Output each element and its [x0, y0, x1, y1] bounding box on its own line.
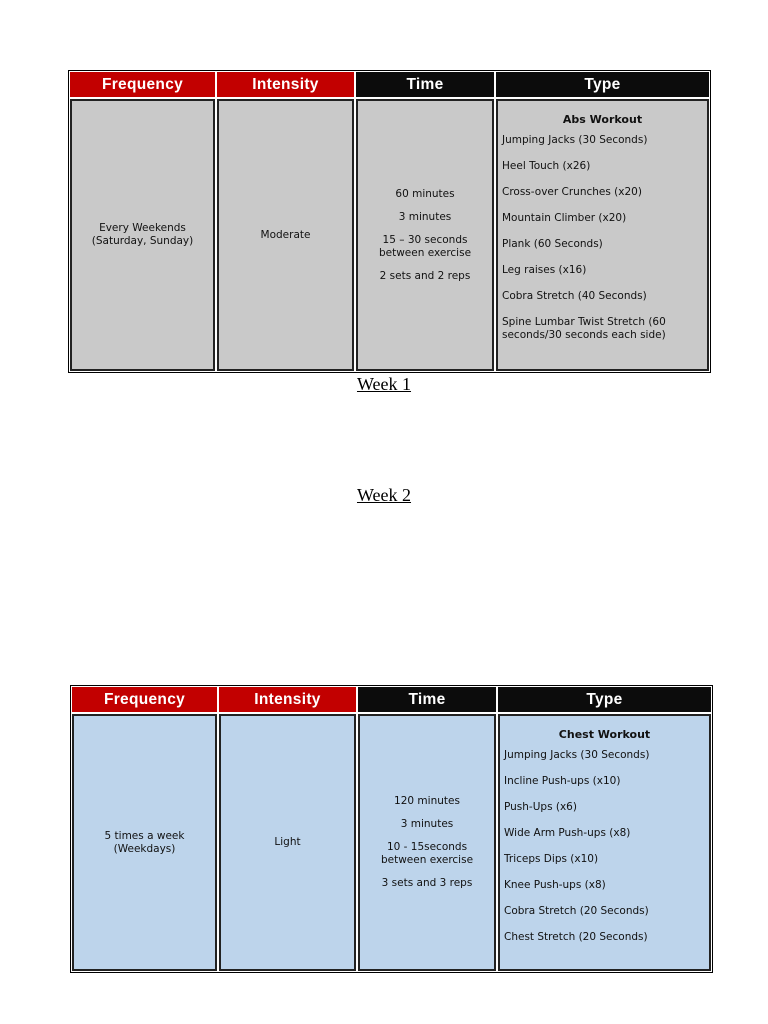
header-time: Time — [358, 687, 496, 712]
time-line: 15 – 30 seconds between exercise — [378, 233, 472, 259]
type-cell — [496, 99, 709, 371]
header-intensity: Intensity — [217, 72, 354, 97]
header-time: Time — [356, 72, 494, 97]
time-line: 120 minutes — [394, 795, 460, 807]
time-line: 2 sets and 2 reps — [379, 269, 471, 282]
week1-workout-table — [68, 70, 711, 373]
frequency-cell — [70, 99, 215, 371]
time-cell — [358, 714, 496, 971]
workout-title: Abs Workout — [562, 113, 643, 126]
exercise-item: Push-Ups (x6) — [504, 801, 577, 813]
intensity-cell — [219, 714, 356, 971]
exercise-item: Plank (60 Seconds) — [502, 238, 603, 250]
exercise-item: Cobra Stretch (40 Seconds) — [502, 290, 647, 302]
type-cell — [498, 714, 711, 971]
exercise-item: Mountain Climber (x20) — [502, 212, 627, 224]
time-line: 10 - 15seconds between exercise — [380, 841, 474, 866]
frequency-cell — [72, 714, 217, 971]
week2-workout-table — [70, 685, 713, 973]
exercise-item: Incline Push-ups (x10) — [504, 775, 621, 787]
time-line: 3 minutes — [398, 210, 452, 223]
intensity-cell — [217, 99, 354, 371]
week1-caption: Week 1 — [356, 374, 412, 394]
frequency-line: Every Weekends — [99, 222, 186, 234]
time-line: 3 sets and 3 reps — [381, 877, 473, 889]
exercise-item: Jumping Jacks (30 Seconds) — [504, 749, 650, 761]
exercise-item: Knee Push-ups (x8) — [504, 879, 606, 891]
exercise-item: Cross-over Crunches (x20) — [502, 186, 642, 198]
exercise-item: Spine Lumbar Twist Stretch (60 seconds/30 seconds each side) — [502, 316, 666, 341]
header-type: Type — [498, 687, 711, 712]
time-line: 60 minutes — [395, 187, 455, 200]
intensity-value: Light — [274, 836, 301, 848]
exercise-item: Cobra Stretch (20 Seconds) — [504, 905, 649, 917]
exercise-item: Chest Stretch (20 Seconds) — [504, 931, 648, 943]
exercise-item: Triceps Dips (x10) — [504, 853, 599, 865]
header-frequency: Frequency — [72, 687, 217, 712]
week2-caption: Week 2 — [356, 485, 412, 505]
exercise-item: Leg raises (x16) — [502, 264, 587, 276]
time-cell — [356, 99, 494, 371]
header-frequency: Frequency — [70, 72, 215, 97]
header-intensity: Intensity — [219, 687, 356, 712]
time-line: 3 minutes — [400, 818, 454, 830]
frequency-line: 5 times a week — [104, 829, 185, 842]
workout-title: Chest Workout — [558, 728, 651, 741]
exercise-item: Heel Touch (x26) — [502, 160, 591, 172]
frequency-line: (Saturday, Sunday) — [91, 235, 194, 247]
header-type: Type — [496, 72, 709, 97]
intensity-value: Moderate — [260, 228, 311, 241]
exercise-item: Wide Arm Push-ups (x8) — [504, 827, 631, 839]
frequency-line: (Weekdays) — [113, 842, 176, 855]
exercise-item: Jumping Jacks (30 Seconds) — [502, 134, 648, 146]
